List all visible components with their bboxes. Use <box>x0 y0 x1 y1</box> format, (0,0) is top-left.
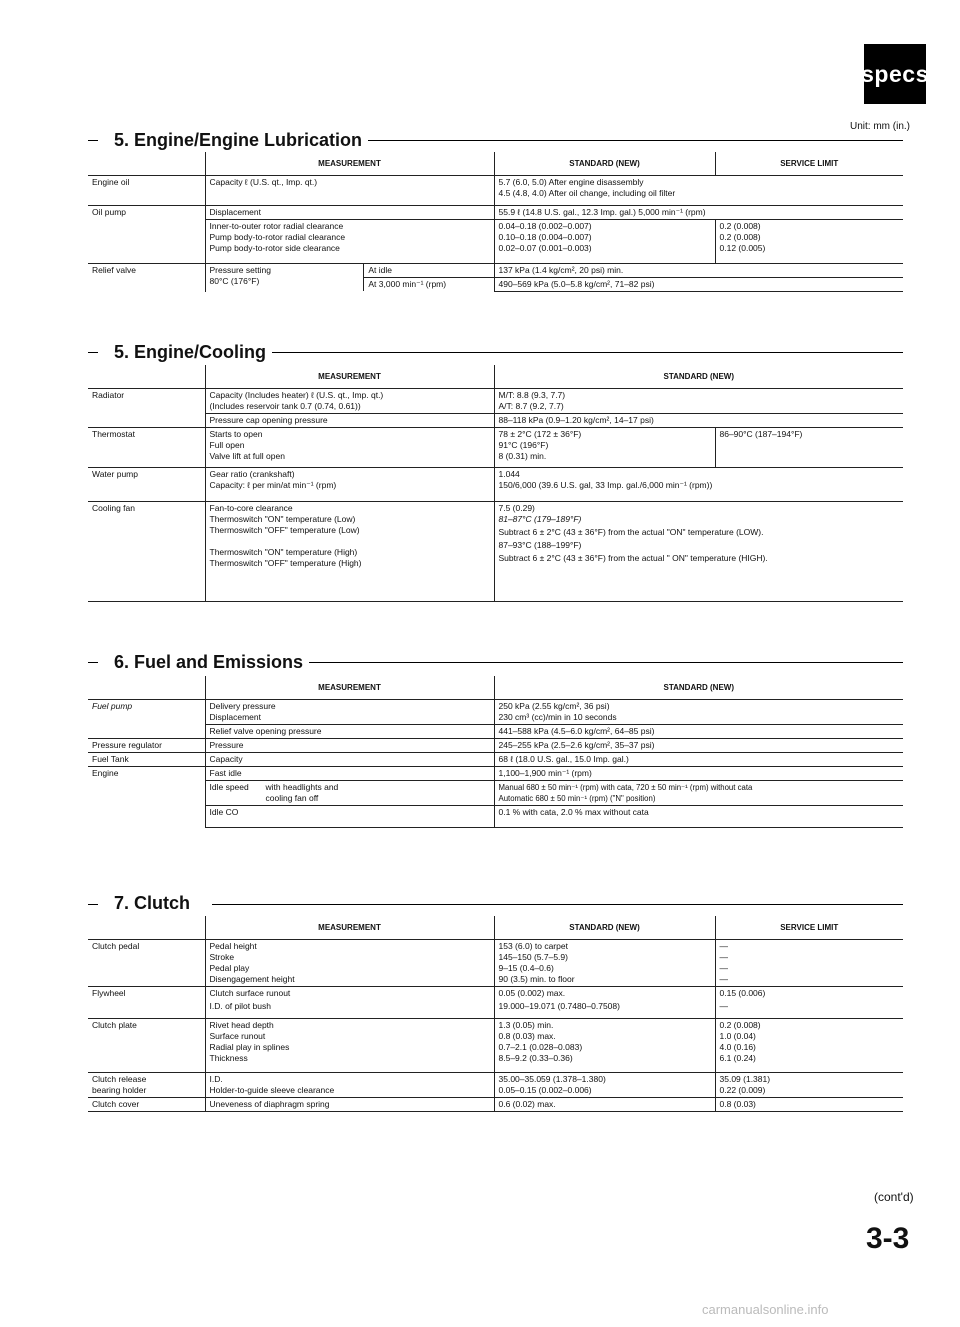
std-fuel-pump: 250 kPa (2.55 kg/cm², 36 psi) 230 cm³ (cc)/min in 10 seconds <box>494 700 903 725</box>
item-thermostat: Thermostat <box>88 428 205 468</box>
std-relief-valve-opening: 441–588 kPa (4.5–6.0 kg/cm², 64–85 psi) <box>494 725 903 739</box>
title-tick <box>88 140 98 141</box>
std-idle-speed: Manual 680 ± 50 min⁻¹ (rpm) with cata, 720 ± 50 min⁻¹ (rpm) without cata Automatic 680 ± 50 min⁻¹ (rpm) ("N" position) <box>494 781 903 806</box>
cooling-table <box>88 365 903 602</box>
section-title-cooling: 5. Engine/Cooling <box>108 342 272 362</box>
std-clutch-pedal: 153 (6.0) to carpet 145–150 (5.7–5.9) 9–15 (0.4–0.6) 90 (3.5) min. to floor <box>494 940 715 987</box>
std-fuel-tank: 68 ℓ (18.0 U.S. gal., 15.0 Imp. gal.) <box>494 753 903 767</box>
std-oil-pump-displacement: 55.9 ℓ (14.8 U.S. gal., 12.3 Imp. gal.) 5,000 min⁻¹ (rpm) <box>494 206 903 220</box>
header-service-limit: SERVICE LIMIT <box>715 152 903 176</box>
title-rule <box>340 140 903 141</box>
std-fan-off-low: Subtract 6 ± 2°C (43 ± 36°F) from the actual "ON" temperature (LOW). <box>498 527 764 537</box>
limit-clutch-cover: 0.8 (0.03) <box>715 1097 903 1111</box>
meas-flywheel-runout: Clutch surface runout <box>205 987 494 1001</box>
title-rule <box>296 662 903 663</box>
section-title-lubrication: 5. Engine/Engine Lubrication <box>108 130 368 150</box>
std-relief-idle: 137 kPa (1.4 kg/cm², 20 psi) min. <box>494 264 903 278</box>
std-clutch-cover: 0.6 (0.02) max. <box>494 1097 715 1111</box>
header-item <box>88 916 205 940</box>
meas-pilot-bush: I.D. of pilot bush <box>205 1000 494 1018</box>
std-water-pump: 1.044 150/6,000 (39.6 U.S. gal, 33 Imp. gal./6,000 min⁻¹ (rpm)) <box>494 468 903 502</box>
header-standard: STANDARD (NEW) <box>494 365 903 389</box>
item-fuel-pump: Fuel pump <box>88 700 205 739</box>
item-oil-pump: Oil pump <box>88 206 205 264</box>
title-rule <box>212 904 903 905</box>
std-idle-co: 0.1 % with cata, 2.0 % max without cata <box>494 806 903 828</box>
item-flywheel: Flywheel <box>88 987 205 1019</box>
specs-logo: specs <box>864 44 926 104</box>
meas-regulator: Pressure <box>205 739 494 753</box>
title-tick <box>88 662 98 663</box>
header-standard: STANDARD (NEW) <box>494 916 715 940</box>
std-fan-on-low: 81–87°C (179–189°F) <box>498 514 582 524</box>
section-title-clutch: 7. Clutch <box>108 893 196 913</box>
item-engine: Engine <box>88 767 205 828</box>
meas-cooling-fan: Fan-to-core clearance Thermoswitch "ON" temperature (Low) Thermoswitch "OFF" temperature (Low) Thermoswitch "ON" temperature (High) Thermoswitch "OFF" temperature (High) <box>205 502 494 602</box>
continued-label: (cont'd) <box>874 1190 914 1204</box>
meas-radiator-capacity: Capacity (Includes heater) ℓ (U.S. qt., Imp. qt.) (Includes reservoir tank 0.7 (0.74, 0.61)) <box>205 389 494 414</box>
section-title-fuel: 6. Fuel and Emissions <box>108 652 309 672</box>
cond-relief-idle: At idle <box>364 264 494 278</box>
meas-release-bearing: I.D. Holder-to-guide sleeve clearance <box>205 1072 494 1097</box>
std-release-bearing: 35.00–35.059 (1.378–1.380) 0.05–0.15 (0.002–0.006) <box>494 1072 715 1097</box>
cond-relief-3000: At 3,000 min⁻¹ (rpm) <box>364 278 494 292</box>
std-clutch-plate: 1.3 (0.05) min. 0.8 (0.03) max. 0.7–2.1 (0.028–0.083) 8.5–9.2 (0.33–0.36) <box>494 1018 715 1072</box>
std-fan-off-high: Subtract 6 ± 2°C (43 ± 36°F) from the actual " ON" temperature (HIGH). <box>498 553 768 563</box>
std-thermostat-b: 86–90°C (187–194°F) <box>715 428 903 468</box>
limit-oil-pump-clearances: 0.2 (0.008) 0.2 (0.008) 0.12 (0.005) <box>715 220 903 264</box>
header-standard: STANDARD (NEW) <box>494 152 715 176</box>
item-fuel-tank: Fuel Tank <box>88 753 205 767</box>
limit-clutch-plate: 0.2 (0.008) 1.0 (0.04) 4.0 (0.16) 6.1 (0.24) <box>715 1018 903 1072</box>
header-service-limit: SERVICE LIMIT <box>715 916 903 940</box>
header-item <box>88 365 205 389</box>
std-pilot-bush: 19.000–19.071 (0.7480–0.7508) <box>494 1000 715 1018</box>
title-tick <box>88 352 98 353</box>
limit-clutch-pedal: — — — — <box>715 940 903 987</box>
item-pressure-regulator: Pressure regulator <box>88 739 205 753</box>
item-radiator: Radiator <box>88 389 205 428</box>
limit-release-bearing: 35.09 (1.381) 0.22 (0.009) <box>715 1072 903 1097</box>
limit-pilot-bush: — <box>715 1000 903 1018</box>
unit-label: Unit: mm (in.) <box>850 121 910 132</box>
std-oil-pump-clearances: 0.04–0.18 (0.002–0.007) 0.10–0.18 (0.004–0.007) 0.02–0.07 (0.001–0.003) <box>494 220 715 264</box>
meas-clutch-plate: Rivet head depth Surface runout Radial play in splines Thickness <box>205 1018 494 1072</box>
meas-clutch-pedal: Pedal height Stroke Pedal play Disengagement height <box>205 940 494 987</box>
std-radiator-capacity: M/T: 8.8 (9.3, 7.7) A/T: 8.7 (9.2, 7.7) <box>494 389 903 414</box>
meas-fuel-tank: Capacity <box>205 753 494 767</box>
meas-relief-pressure: Pressure setting 80°C (176°F) <box>209 265 271 286</box>
item-clutch-cover: Clutch cover <box>88 1097 205 1111</box>
title-tick <box>88 904 98 905</box>
item-release-bearing-holder: Clutch release bearing holder <box>88 1072 205 1097</box>
item-cooling-fan: Cooling fan <box>88 502 205 602</box>
std-regulator: 245–255 kPa (2.5–2.6 kg/cm², 35–37 psi) <box>494 739 903 753</box>
item-water-pump: Water pump <box>88 468 205 502</box>
header-measurement: MEASUREMENT <box>205 676 494 700</box>
std-thermostat-a: 78 ± 2°C (172 ± 36°F) 91°C (196°F) 8 (0.31) min. <box>494 428 715 468</box>
page-number: 3-3 <box>866 1222 910 1255</box>
std-relief-3000: 490–569 kPa (5.0–5.8 kg/cm², 71–82 psi) <box>494 278 903 292</box>
item-relief-valve: Relief valve <box>88 264 205 292</box>
meas-relief-valve-opening: Relief valve opening pressure <box>205 725 494 739</box>
header-measurement: MEASUREMENT <box>205 365 494 389</box>
header-standard: STANDARD (NEW) <box>494 676 903 700</box>
meas-idle-co: Idle CO <box>205 806 494 828</box>
meas-clutch-cover: Uneveness of diaphragm spring <box>205 1097 494 1111</box>
std-flywheel-runout: 0.05 (0.002) max. <box>494 987 715 1001</box>
std-fan-on-high: 87–93°C (188–199°F) <box>498 540 582 550</box>
meas-idle-speed-cond: with headlights and cooling fan off <box>265 782 339 803</box>
std-pressure-cap: 88–118 kPa (0.9–1.20 kg/cm², 14–17 psi) <box>494 414 903 428</box>
title-rule <box>262 352 903 353</box>
item-clutch-pedal: Clutch pedal <box>88 940 205 987</box>
header-item <box>88 676 205 700</box>
item-engine-oil: Engine oil <box>88 176 205 206</box>
meas-water-pump: Gear ratio (crankshaft) Capacity: ℓ per min/at min⁻¹ (rpm) <box>205 468 494 502</box>
watermark: carmanualsonline.info <box>702 1302 829 1317</box>
limit-flywheel-runout: 0.15 (0.006) <box>715 987 903 1001</box>
meas-idle-speed: Idle speed <box>209 782 249 792</box>
lubrication-table <box>88 152 903 292</box>
header-measurement: MEASUREMENT <box>205 916 494 940</box>
meas-fast-idle: Fast idle <box>205 767 494 781</box>
header-item <box>88 152 205 176</box>
meas-thermostat: Starts to open Full open Valve lift at full open <box>205 428 494 468</box>
header-measurement: MEASUREMENT <box>205 152 494 176</box>
item-clutch-plate: Clutch plate <box>88 1018 205 1072</box>
std-engine-oil: 5.7 (6.0, 5.0) After engine disassembly 4.5 (4.8, 4.0) After oil change, including oil filter <box>494 176 903 206</box>
clutch-table <box>88 916 903 1112</box>
meas-engine-oil: Capacity ℓ (U.S. qt., Imp. qt.) <box>205 176 494 206</box>
meas-fuel-pump: Delivery pressure Displacement <box>205 700 494 725</box>
std-fast-idle: 1,100–1,900 min⁻¹ (rpm) <box>494 767 903 781</box>
std-fan-clearance: 7.5 (0.29) <box>498 503 535 513</box>
meas-pressure-cap: Pressure cap opening pressure <box>205 414 494 428</box>
meas-oil-pump-clearances: Inner-to-outer rotor radial clearance Pump body-to-rotor radial clearance Pump body-to-rotor side clearance <box>205 220 494 264</box>
fuel-table <box>88 676 903 828</box>
meas-oil-pump-displacement: Displacement <box>205 206 494 220</box>
